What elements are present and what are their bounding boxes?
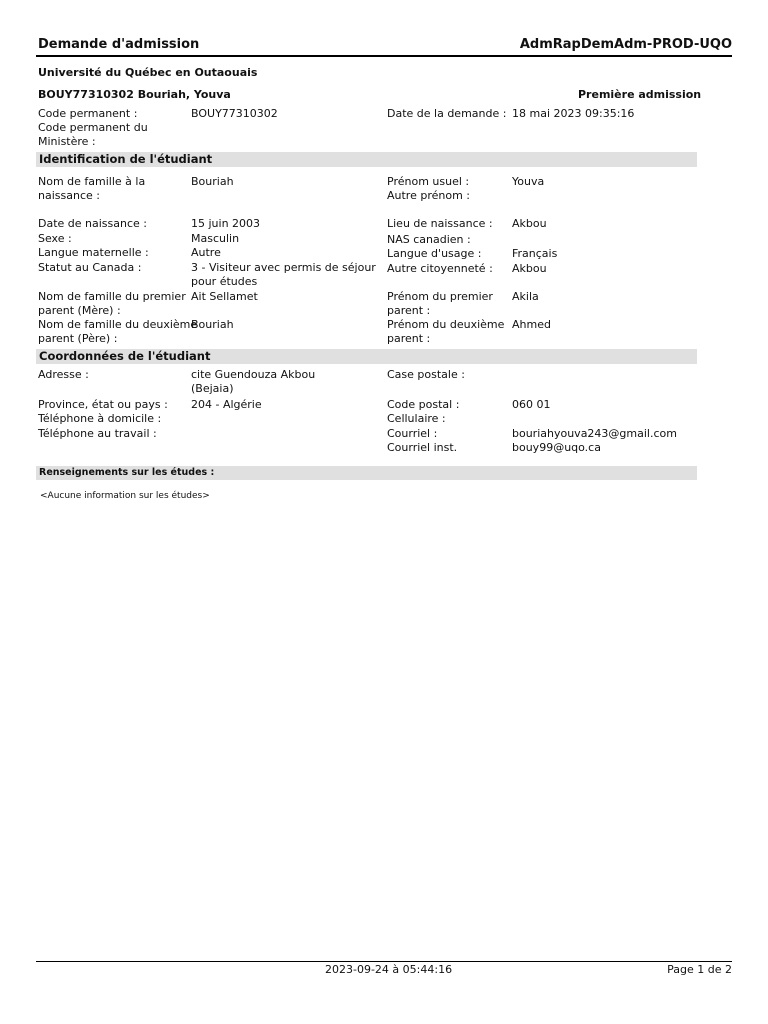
date-naissance-value: 15 juin 2003: [191, 217, 261, 230]
footer-timestamp: 2023-09-24 à 05:44:16: [325, 963, 453, 976]
date-demande-label: Date de la demande :: [387, 107, 507, 120]
parent2-prenom-label-1: Prénom du deuxième: [387, 318, 505, 331]
parent2-nom-label-2: parent (Père) :: [38, 332, 118, 345]
statut-label: Statut au Canada :: [38, 261, 142, 274]
autre-prenom-label: Autre prénom :: [387, 189, 471, 202]
parent1-nom-label-2: parent (Mère) :: [38, 304, 121, 317]
university-name: Université du Québec en Outaouais: [38, 66, 258, 79]
nas-label: NAS canadien :: [387, 233, 471, 246]
code-ministere-label-2: Ministère :: [38, 135, 96, 148]
langue-maternelle-value: Autre: [191, 246, 221, 259]
nom-naissance-label-2: naissance :: [38, 189, 100, 202]
courriel-inst-value: bouy99@uqo.ca: [512, 441, 601, 454]
statut-value-2: pour études: [191, 275, 258, 288]
prenom-usuel-label: Prénom usuel :: [387, 175, 470, 188]
etudes-none: <Aucune information sur les études>: [40, 491, 210, 501]
langue-maternelle-label: Langue maternelle :: [38, 246, 149, 259]
parent1-prenom-label-1: Prénom du premier: [387, 290, 493, 303]
parent1-nom-label-1: Nom de famille du premier: [38, 290, 186, 303]
province-label: Province, état ou pays :: [38, 398, 168, 411]
sexe-value: Masculin: [191, 232, 240, 245]
document-title: Demande d'admission: [38, 37, 200, 52]
section-identification-title: Identification de l'étudiant: [39, 152, 213, 166]
parent2-prenom-label-2: parent :: [387, 332, 431, 345]
parent1-prenom-value: Akila: [512, 290, 539, 303]
tel-travail-label: Téléphone au travail :: [38, 427, 157, 440]
nom-naissance-value: Bouriah: [191, 175, 234, 188]
sexe-label: Sexe :: [38, 232, 72, 245]
nom-naissance-label-1: Nom de famille à la: [38, 175, 146, 188]
report-code: AdmRapDemAdm-PROD-UQO: [519, 37, 732, 52]
footer-rule: [36, 961, 732, 962]
parent2-prenom-value: Ahmed: [512, 318, 551, 331]
code-ministere-label-1: Code permanent du: [38, 121, 148, 134]
parent2-nom-value: Bouriah: [191, 318, 234, 331]
code-postal-label: Code postal :: [387, 398, 460, 411]
prenom-usuel-value: Youva: [512, 175, 545, 188]
lieu-naissance-value: Akbou: [512, 217, 547, 230]
langue-usage-label: Langue d'usage :: [387, 247, 482, 260]
section-coordonnees-title: Coordonnées de l'étudiant: [39, 349, 211, 363]
section-identification: [36, 152, 697, 167]
lieu-naissance-label: Lieu de naissance :: [387, 217, 493, 230]
admission-type: Première admission: [578, 88, 702, 101]
student-line: BOUY77310302 Bouriah, Youva: [38, 88, 231, 101]
statut-value-1: 3 - Visiteur avec permis de séjour: [191, 261, 376, 274]
parent1-prenom-label-2: parent :: [387, 304, 431, 317]
autre-citoyennete-label: Autre citoyenneté :: [387, 262, 493, 275]
code-permanent-label: Code permanent :: [38, 107, 138, 120]
autre-citoyennete-value: Akbou: [512, 262, 547, 275]
section-etudes-title: Renseignements sur les études :: [39, 467, 215, 478]
cellulaire-label: Cellulaire :: [387, 412, 446, 425]
section-coordonnees: [36, 349, 697, 364]
header-rule: [36, 55, 732, 57]
code-permanent-value: BOUY77310302: [191, 107, 278, 120]
adresse-value-2: (Bejaia): [191, 382, 234, 395]
date-naissance-label: Date de naissance :: [38, 217, 147, 230]
adresse-label: Adresse :: [38, 368, 89, 381]
parent2-nom-label-1: Nom de famille du deuxième: [38, 318, 198, 331]
parent1-nom-value: Ait Sellamet: [191, 290, 258, 303]
case-postale-label: Case postale :: [387, 368, 465, 381]
section-etudes: [36, 466, 697, 480]
courriel-value: bouriahyouva243@gmail.com: [512, 427, 677, 440]
adresse-value-1: cite Guendouza Akbou: [191, 368, 316, 381]
code-postal-value: 060 01: [512, 398, 551, 411]
courriel-label: Courriel :: [387, 427, 438, 440]
province-value: 204 - Algérie: [191, 398, 262, 411]
langue-usage-value: Français: [512, 247, 558, 260]
tel-domicile-label: Téléphone à domicile :: [38, 412, 162, 425]
footer-page: Page 1 de 2: [667, 963, 732, 976]
date-demande-value: 18 mai 2023 09:35:16: [512, 107, 635, 120]
courriel-inst-label: Courriel inst.: [387, 441, 458, 454]
